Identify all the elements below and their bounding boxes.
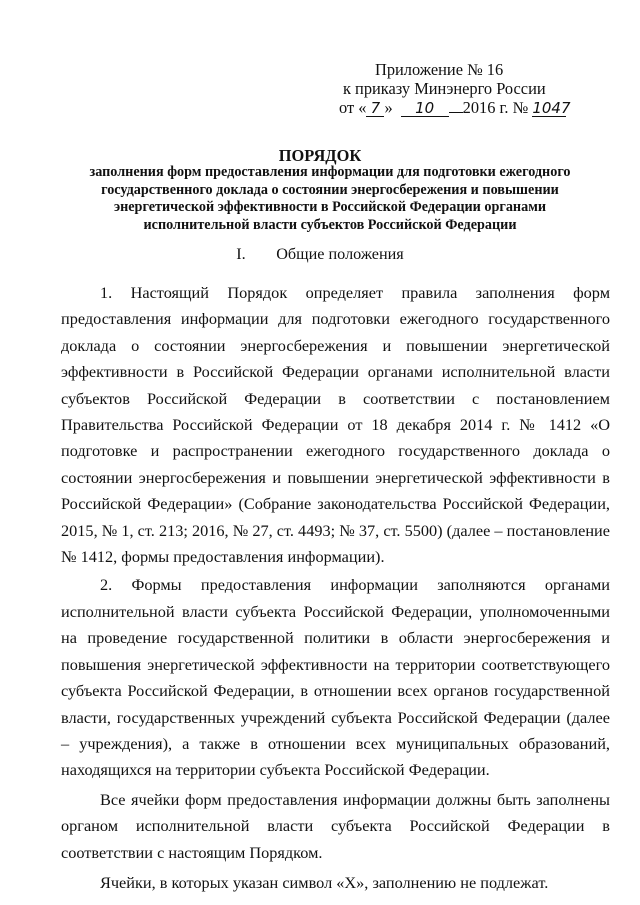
appendix-number: Приложение № 16 [375,60,504,79]
year-and-number-label: 2016 г. № [462,98,529,117]
document-title: ПОРЯДОК [278,146,362,165]
document-body [61,280,610,896]
document-subtitle: заполнения форм предоставления информации для подготовки ежегодного государственного доклада о состоянии энергосбережения и повышении энергетической эффективности в Российской Федерации органами исполнительной власти субъектов Российской Федерации [89,164,571,233]
paragraph-4: Ячейки, в которых указан символ «Х», заполнению не подлежат. [100,872,549,892]
date-prefix: от « [339,98,367,117]
paragraph-1: 1. Настоящий Порядок определяет правила заполнения форм предоставления информации для подготовки ежегодного государственного доклада о состоянии энергосбережения и повышении энергетической эффективности в Российской Федерации органами исполнительной власти субъектов Российской Федерации в соответствии с постановлением Правительства Российской Федерации от 18 декабря 2014 г. № 1412 «О подготовке и распространении ежегодного государственного доклада о состоянии энергосбережения и повышении энергетической эффективности в Российской Федерации» (Собрание законодательства Российской Федерации, 2015, № 1, ст. 213; 2016, № 27, ст. 4493; № 37, ст. 5500) (далее – постановление № 1412, формы предоставления информации). [61,283,610,567]
handwritten-month: 10 [401,100,449,117]
paragraph-2: 2. Формы предоставления информации заполняются органами исполнительной власти субъекта Российской Федерации, уполномоченными на проведение государственной политики в области энергосбережения и повышения энергетической эффективности на территории соответствующего субъекта Российской Федерации, в отношении всех органов государственной власти, государственных учреждений субъекта Российской Федерации (далее – учреждения), а также в отношении всех муниципальных образований, находящихся на территории субъекта Российской Федерации. [61,575,610,780]
handwritten-order-number: 1047 [532,99,571,117]
appendix-header [339,60,589,117]
section-number: I. [236,245,246,263]
appendix-date-line [339,98,589,117]
paragraph-3: Все ячейки форм предоставления информации должны быть заполнены органом исполнительной власти субъекта Российской Федерации в соответствии с настоящим Порядком. [61,789,610,862]
section-title: Общие положения [276,245,404,263]
section-heading [0,244,640,264]
handwritten-day: 7 [366,100,384,117]
date-underline [449,112,463,113]
date-separator: » [384,98,393,117]
appendix-order-reference: к приказу Минэнерго России [343,79,546,98]
